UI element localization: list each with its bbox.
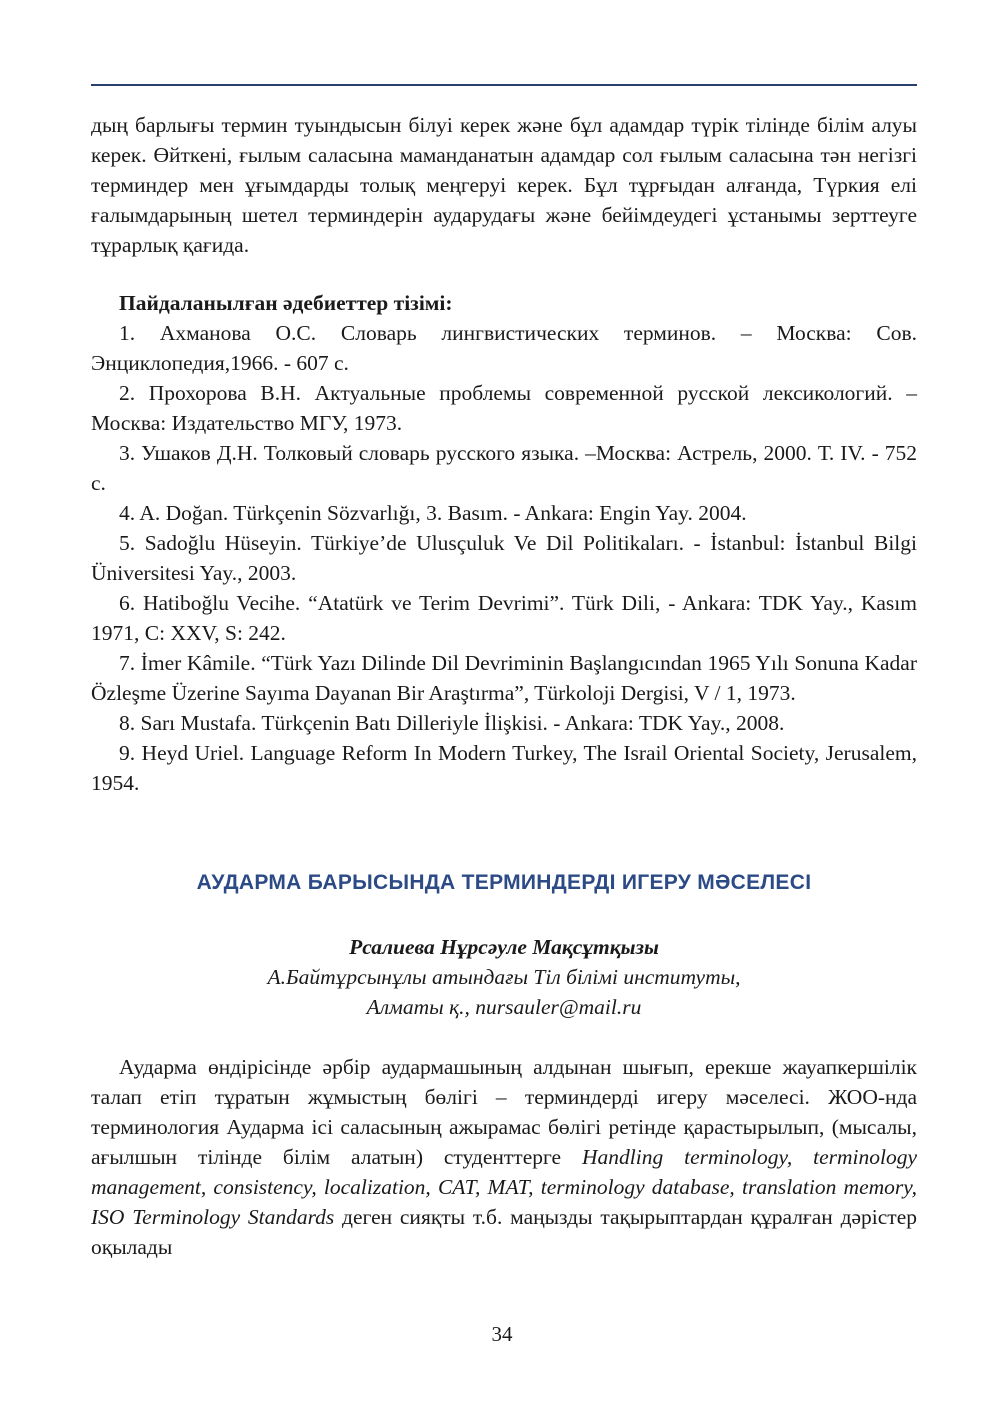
header-rule — [91, 84, 917, 86]
page-number: 34 — [491, 1322, 513, 1346]
article-affiliation-location: Алматы қ., nursauler@mail.ru — [366, 995, 642, 1019]
body-italic-terms: Handling terminology, terminology management, consistency, localization, CAT, MAT, terminology database, translation memory, ISO Terminology Standards — [91, 1145, 917, 1229]
body-text-part1: Аударма өндірісінде әрбір аудармашының алдынан шығып, ерекше жауапкершілік талап етіп тұратын жұмыстың бөлігі – терминдерді игеру мәселесі. ЖОО-нда терминология Аударма ісі саласының ажырамас бөлігі ретінде қарастырылып, (мысалы, ағылшын тілінде білім алатын) студенттерге — [91, 1055, 917, 1169]
bibliography-title: Пайдаланылған әдебиеттер тізімі: — [119, 291, 453, 315]
bibliography-item: 1. Ахманова О.С. Словарь лингвистических терминов. – Москва: Сов. Энциклопедия,1966. - 607 с. — [91, 321, 917, 375]
article-author: Рсалиева Нұрсәуле Мақсұтқызы — [349, 935, 659, 959]
bibliography-item: 2. Прохорова В.Н. Актуальные проблемы современной русской лексикологий. – Москва: Издательство МГУ, 1973. — [91, 381, 917, 435]
bibliography-item: 9. Heyd Uriel. Language Reform In Modern Turkey, The Israil Oriental Society, Jerusalem, 1954. — [91, 741, 917, 795]
body-text-part2: деген сияқты т.б. маңызды тақырыптардан құралған дәрістер оқылады — [91, 1205, 918, 1259]
article-affiliation: А.Байтұрсынұлы атындағы Тіл білімі институты, — [267, 965, 741, 989]
bibliography-item: 5. Sadoğlu Hüseyin. Türkiye’de Ulusçuluk Ve Dil Politikaları. - İstanbul: İstanbul Bilgi Üniversitesi Yay., 2003. — [91, 531, 917, 585]
article-title: АУДАРМА БАРЫСЫНДА ТЕРМИНДЕРДІ ИГЕРУ МӘСЕЛЕСІ — [196, 871, 812, 894]
bibliography-item: 6. Hatiboğlu Vecihe. “Atatürk ve Terim Devrimi”. Türk Dili, - Ankara: TDK Yay., Kasım 1971, C: XXV, S: 242. — [91, 591, 917, 645]
intro-paragraph: дың барлығы термин туындысын білуі керек және бұл адамдар түрік тілінде білім алуы керек. Өйткені, ғылым саласына маманданатын адамдар сол ғылым саласына тән негізгі терминдер мен ұғымдарды толық меңгеруі керек. Бұл тұрғыдан алғанда, Түркия елі ғалымдарының шетел терминдерін аударудағы және бейімдеудегі ұстанымы зерттеуге тұрарлық қағида. — [91, 113, 917, 257]
bibliography-item: 4. A. Doğan. Türkçenin Sözvarlığı, 3. Basım. - Ankara: Engin Yay. 2004. — [119, 501, 747, 525]
article-body-paragraph — [91, 1052, 917, 1262]
page-content — [91, 110, 917, 1262]
bibliography-item: 8. Sarı Mustafa. Türkçenin Batı Dilleriyle İlişkisi. - Ankara: TDK Yay., 2008. — [119, 711, 785, 735]
bibliography-item: 7. İmer Kâmile. “Türk Yazı Dilinde Dil Devriminin Başlangıcından 1965 Yılı Sonuna Kadar Özleşme Üzerine Sayıma Dayanan Bir Araştırma”, Türkoloji Dergisi, V / 1, 1973. — [91, 651, 917, 705]
bibliography-item: 3. Ушаков Д.Н. Толковый словарь русского языка. –Москва: Астрель, 2000. Т. IV. - 752 с. — [91, 441, 917, 495]
